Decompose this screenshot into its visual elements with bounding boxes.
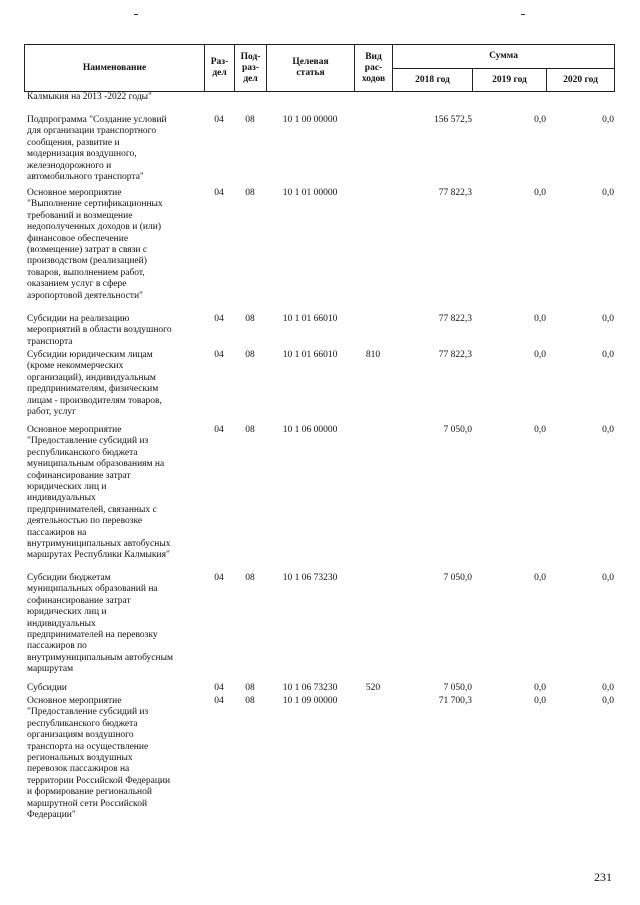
row-name (27, 188, 202, 302)
header-year-2020: 2020 год (547, 69, 615, 92)
row-name-line: территории Российской Федерации (27, 775, 171, 786)
row-s2018: 156 572,5 (434, 115, 472, 125)
row-name-line: внутримуниципальных автобусных (27, 539, 171, 550)
row-s2019: 0,0 (534, 573, 546, 583)
row-razdel: 04 (214, 314, 224, 324)
row-podrazdel: 08 (245, 696, 255, 706)
row-podrazdel: 08 (245, 683, 255, 693)
row-name-line: оказанием услуг в сфере (27, 279, 127, 290)
row-s2019: 0,0 (534, 696, 546, 706)
row-name-line: индивидуальных (27, 618, 96, 629)
row-name-line: внутримуниципальным автобусным (27, 652, 173, 663)
row-name-line: и формирование региональной (27, 787, 152, 798)
row-name-line: "Предоставление субсидий из (27, 436, 149, 447)
row-razdel: 04 (214, 696, 224, 706)
row-podrazdel: 08 (245, 188, 255, 198)
row-razdel: 04 (214, 573, 224, 583)
row-name-line: Основное мероприятие (27, 188, 122, 198)
row-name-line: маршрутах Республики Калмыкия" (27, 550, 170, 561)
row-name-line: маршрутной сети Российской (27, 798, 148, 809)
scan-mark-right (521, 14, 525, 15)
header-vid: Вид рас- ходов (355, 45, 393, 92)
row-name-line: финансовое обеспечение (27, 233, 129, 244)
row-name (27, 425, 202, 562)
row-name-line: для организации транспортного (27, 126, 157, 137)
row-name-line: товаров, выполнением работ, (27, 267, 145, 278)
row-s2018: 77 822,3 (438, 350, 472, 360)
header-celevaya: Целевая статья (267, 45, 355, 92)
row-razdel: 04 (214, 115, 224, 125)
header-year-2019: 2019 год (473, 69, 547, 92)
row-celevaya: 10 1 06 00000 (282, 425, 338, 435)
row-name-line: Основное мероприятие (27, 696, 122, 706)
row-razdel: 04 (214, 350, 224, 360)
row-s2020: 0,0 (602, 683, 614, 693)
header-summa: Сумма (393, 45, 615, 69)
row-s2018: 71 700,3 (438, 696, 472, 706)
row-name-line: Субсидии на реализацию (27, 314, 130, 324)
row-name (27, 350, 202, 418)
row-celevaya: 10 1 01 66010 (282, 314, 338, 324)
row-s2019: 0,0 (534, 350, 546, 360)
row-name-line: муниципальным образованиям на (27, 459, 165, 470)
row-name-line: республиканского бюджета (27, 718, 138, 729)
row-s2020: 0,0 (602, 696, 614, 706)
carry-over-line: Калмыкия на 2013 -2022 годы" (27, 92, 152, 102)
row-name (27, 573, 202, 676)
row-celevaya: 10 1 09 00000 (282, 696, 338, 706)
row-name-line: мероприятий в области воздушного (27, 325, 172, 336)
row-name-line: Субсидии бюджетам (27, 573, 111, 583)
row-name (27, 696, 202, 821)
row-name-line: предпринимателей на перевозку (27, 630, 158, 641)
row-name-line: (кроме некоммерческих (27, 361, 124, 372)
row-razdel: 04 (214, 425, 224, 435)
row-name-line: деятельностью по перевозке (27, 516, 143, 527)
row-name-line: аэропортовой деятельности" (27, 290, 143, 301)
row-name-line: требований и возмещение (27, 210, 133, 221)
row-vid: 520 (365, 683, 381, 693)
row-name-line: софинансирование затрат (27, 595, 131, 606)
row-podrazdel: 08 (245, 314, 255, 324)
row-name-line: перевозок пассажиров на (27, 764, 130, 775)
row-name-line: предпринимателям, физическим (27, 384, 159, 395)
row-name-line: Подпрограмма "Создание условий (27, 115, 167, 125)
row-podrazdel: 08 (245, 115, 255, 125)
row-name-line: автомобильного транспорта" (27, 172, 144, 183)
row-name-line: организациям воздушного (27, 730, 134, 741)
row-s2020: 0,0 (602, 188, 614, 198)
row-celevaya: 10 1 01 00000 (282, 188, 338, 198)
row-celevaya: 10 1 06 73230 (282, 683, 338, 693)
row-name-line: недополученных доходов и (или) (27, 222, 161, 233)
row-name-line: маршрутам (27, 664, 74, 675)
row-name-line: Федерации" (27, 810, 76, 821)
row-name-line: юридических лиц и (27, 482, 107, 493)
row-name-line: юридических лиц и (27, 607, 107, 618)
row-celevaya: 10 1 00 00000 (282, 115, 338, 125)
row-name-line: работ, услуг (27, 407, 76, 418)
row-s2019: 0,0 (534, 425, 546, 435)
row-name-line: республиканского бюджета (27, 447, 138, 458)
row-s2018: 7 050,0 (443, 573, 472, 583)
row-s2020: 0,0 (602, 350, 614, 360)
row-s2020: 0,0 (602, 314, 614, 324)
row-name-line: муниципальных образований на (27, 584, 158, 595)
row-name-line: пассажиров на (27, 527, 87, 538)
row-name-line: "Выполнение сертификационных (27, 199, 163, 210)
row-razdel: 04 (214, 683, 224, 693)
row-podrazdel: 08 (245, 350, 255, 360)
row-name-line: производством (реализацией) (27, 256, 147, 267)
header-razdel: Раз- дел (205, 45, 235, 92)
row-name (27, 314, 202, 348)
row-name (27, 683, 202, 694)
row-name-line: сообщения, развитие и (27, 137, 120, 148)
row-name-line: Субсидии юридическим лицам (27, 350, 153, 360)
row-vid: 810 (365, 350, 381, 360)
row-s2020: 0,0 (602, 573, 614, 583)
row-razdel: 04 (214, 188, 224, 198)
row-name-line: "Предоставление субсидий из (27, 707, 149, 718)
row-s2019: 0,0 (534, 188, 546, 198)
row-name-line: Субсидии (27, 683, 67, 693)
row-s2020: 0,0 (602, 425, 614, 435)
row-name-line: транспорта на осуществление (27, 741, 149, 752)
row-podrazdel: 08 (245, 573, 255, 583)
row-name-line: софинансирование затрат (27, 470, 131, 481)
row-name-line: Основное мероприятие (27, 425, 122, 435)
row-s2018: 7 050,0 (443, 683, 472, 693)
row-name-line: региональных воздушных (27, 753, 133, 764)
row-name-line: модернизация воздушного, (27, 149, 137, 160)
row-name-line: организаций), индивидуальным (27, 372, 156, 383)
row-name-line: индивидуальных (27, 493, 96, 504)
row-s2019: 0,0 (534, 314, 546, 324)
row-celevaya: 10 1 01 66010 (282, 350, 338, 360)
row-name (27, 115, 202, 183)
row-name-line: железнодорожного и (27, 160, 112, 171)
row-celevaya: 10 1 06 73230 (282, 573, 338, 583)
row-s2020: 0,0 (602, 115, 614, 125)
row-name-line: предпринимателей, связанных с (27, 504, 157, 515)
row-name-line: транспорта (27, 336, 73, 347)
row-s2018: 7 050,0 (443, 425, 472, 435)
page-number: 231 (594, 870, 612, 884)
row-name-line: лицам - производителям товаров, (27, 395, 162, 406)
header-podrazdel: Под- раз- дел (235, 45, 267, 92)
scan-mark-left (134, 14, 138, 15)
row-name-line: пассажиров по (27, 641, 87, 652)
row-name-line: (возмещение) затрат в связи с (27, 245, 148, 256)
row-s2018: 77 822,3 (438, 314, 472, 324)
header-name: Наименование (25, 45, 205, 92)
row-s2019: 0,0 (534, 683, 546, 693)
table-header (24, 44, 615, 92)
row-s2019: 0,0 (534, 115, 546, 125)
row-s2018: 77 822,3 (438, 188, 472, 198)
row-podrazdel: 08 (245, 425, 255, 435)
header-year-2018: 2018 год (393, 69, 473, 92)
